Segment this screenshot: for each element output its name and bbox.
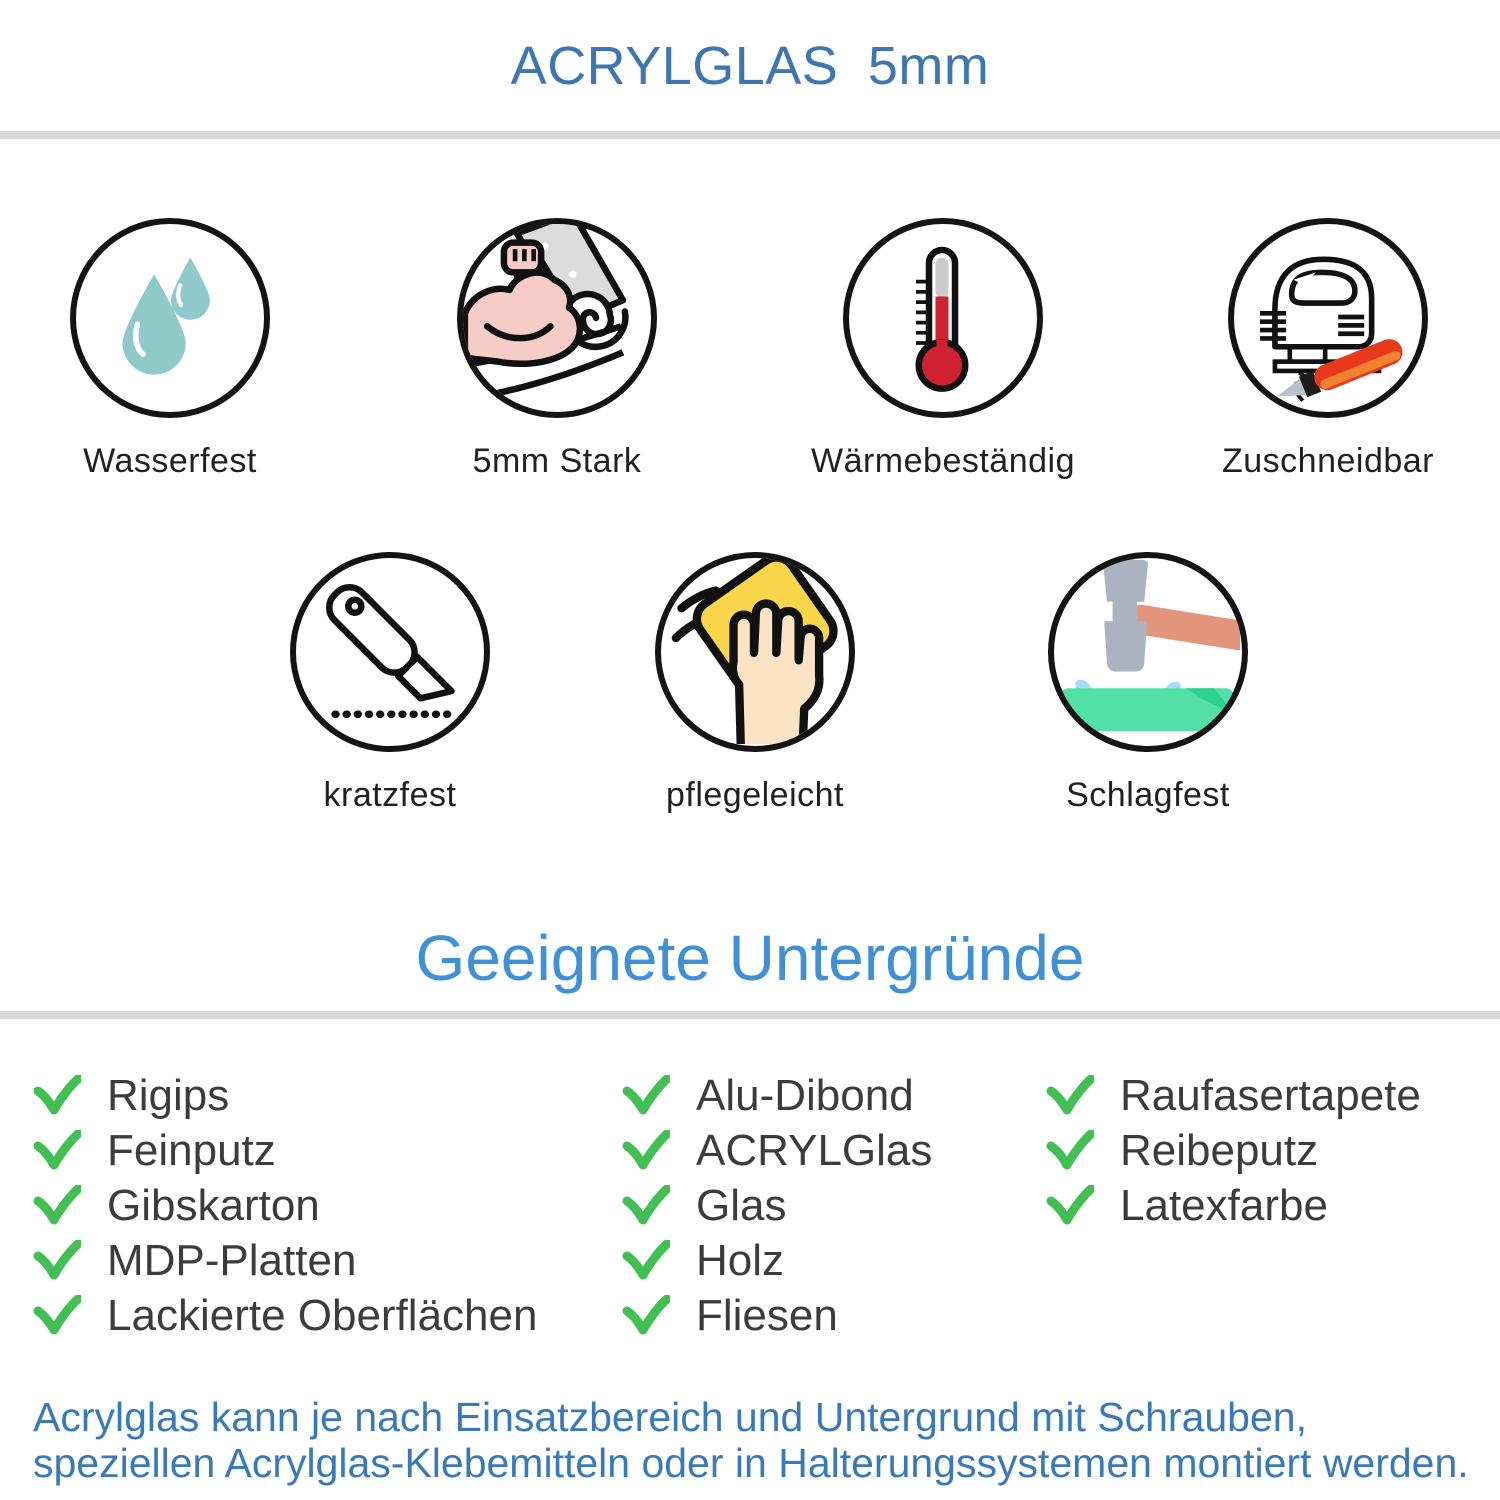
feature-label: Wasserfest <box>83 442 257 480</box>
water-drops-icon <box>70 218 270 418</box>
thermometer-icon <box>849 224 1035 410</box>
list-item <box>33 1178 537 1233</box>
check-icon <box>33 1240 81 1282</box>
jigsaw-knife-icon <box>1228 218 1428 418</box>
list-item-label: Alu-Dibond <box>696 1070 914 1120</box>
list-item-label: MDP-Platten <box>107 1235 357 1285</box>
hammer-impact-icon <box>1048 552 1248 752</box>
check-icon <box>622 1130 670 1172</box>
list-item <box>622 1178 932 1233</box>
utility-knife-icon <box>296 558 482 744</box>
page-title: ACRYLGLAS 5mm <box>510 36 990 96</box>
list-item <box>33 1288 537 1343</box>
list-item-label: Latexfarbe <box>1120 1180 1328 1230</box>
list-item <box>622 1123 932 1178</box>
muscle-arm-icon <box>463 224 649 410</box>
feature-label: Schlagfest <box>1066 776 1230 814</box>
list-item-label: Gibskarton <box>107 1180 320 1230</box>
feature-zuschneidbar <box>1168 218 1488 481</box>
check-icon <box>1046 1130 1094 1172</box>
jigsaw-knife-icon <box>1234 224 1420 410</box>
feature-kratzfest <box>230 552 550 815</box>
substrates-column-2 <box>622 1068 932 1343</box>
check-icon <box>622 1240 670 1282</box>
section-title: Geeignete Untergründe <box>415 922 1085 994</box>
list-item <box>1046 1123 1421 1178</box>
list-item-label: Fliesen <box>696 1290 838 1340</box>
substrates-column-3 <box>1046 1068 1421 1233</box>
hammer-impact-icon <box>1054 558 1240 744</box>
feature-5mm-stark <box>397 218 717 481</box>
list-item <box>33 1123 537 1178</box>
check-icon <box>622 1295 670 1337</box>
list-item-label: Rigips <box>107 1070 230 1120</box>
feature-wasserfest <box>10 218 330 481</box>
check-icon <box>33 1295 81 1337</box>
thermometer-icon <box>843 218 1043 418</box>
list-item-label: Lackierte Oberflächen <box>107 1290 538 1340</box>
utility-knife-icon <box>290 552 490 752</box>
check-icon <box>1046 1185 1094 1227</box>
list-item <box>33 1068 537 1123</box>
divider-middle <box>0 1011 1500 1019</box>
footer-line-1: Acrylglas kann je nach Einsatzbereich und Untergrund mit Schrauben, <box>33 1394 1307 1440</box>
list-item <box>622 1233 932 1288</box>
feature-label: Zuschneidbar <box>1221 442 1434 480</box>
cleaning-cloth-hand-icon <box>655 552 855 752</box>
list-item <box>1046 1178 1421 1233</box>
feature-pflegeleicht <box>595 552 915 815</box>
list-item-label: Raufasertapete <box>1120 1070 1421 1120</box>
feature-label: 5mm Stark <box>472 442 642 480</box>
feature-label: pflegeleicht <box>665 776 844 814</box>
water-drops-icon <box>76 224 262 410</box>
list-item <box>622 1068 932 1123</box>
footer-note <box>33 1394 1469 1486</box>
footer-line-2: speziellen Acrylglas-Klebemitteln oder in Halterungssystemen montiert werden. <box>33 1440 1469 1486</box>
check-icon <box>33 1075 81 1117</box>
feature-label: kratzfest <box>323 776 457 814</box>
divider-top <box>0 131 1500 139</box>
list-item <box>33 1233 537 1288</box>
check-icon <box>622 1075 670 1117</box>
feature-label: Wärmebeständig <box>810 442 1075 480</box>
check-icon <box>33 1185 81 1227</box>
muscle-arm-icon <box>457 218 657 418</box>
list-item-label: Holz <box>696 1235 785 1285</box>
cleaning-cloth-hand-icon <box>661 558 847 744</box>
list-item-label: Reibeputz <box>1120 1125 1319 1175</box>
check-icon <box>1046 1075 1094 1117</box>
list-item-label: Glas <box>696 1180 787 1230</box>
feature-waermebestaendig <box>783 218 1103 481</box>
substrates-column-1 <box>33 1068 537 1343</box>
feature-schlagfest <box>988 552 1308 815</box>
check-icon <box>33 1130 81 1172</box>
list-item <box>1046 1068 1421 1123</box>
list-item-label: Feinputz <box>107 1125 276 1175</box>
list-item-label: ACRYLGlas <box>696 1125 933 1175</box>
check-icon <box>622 1185 670 1227</box>
list-item <box>622 1288 932 1343</box>
